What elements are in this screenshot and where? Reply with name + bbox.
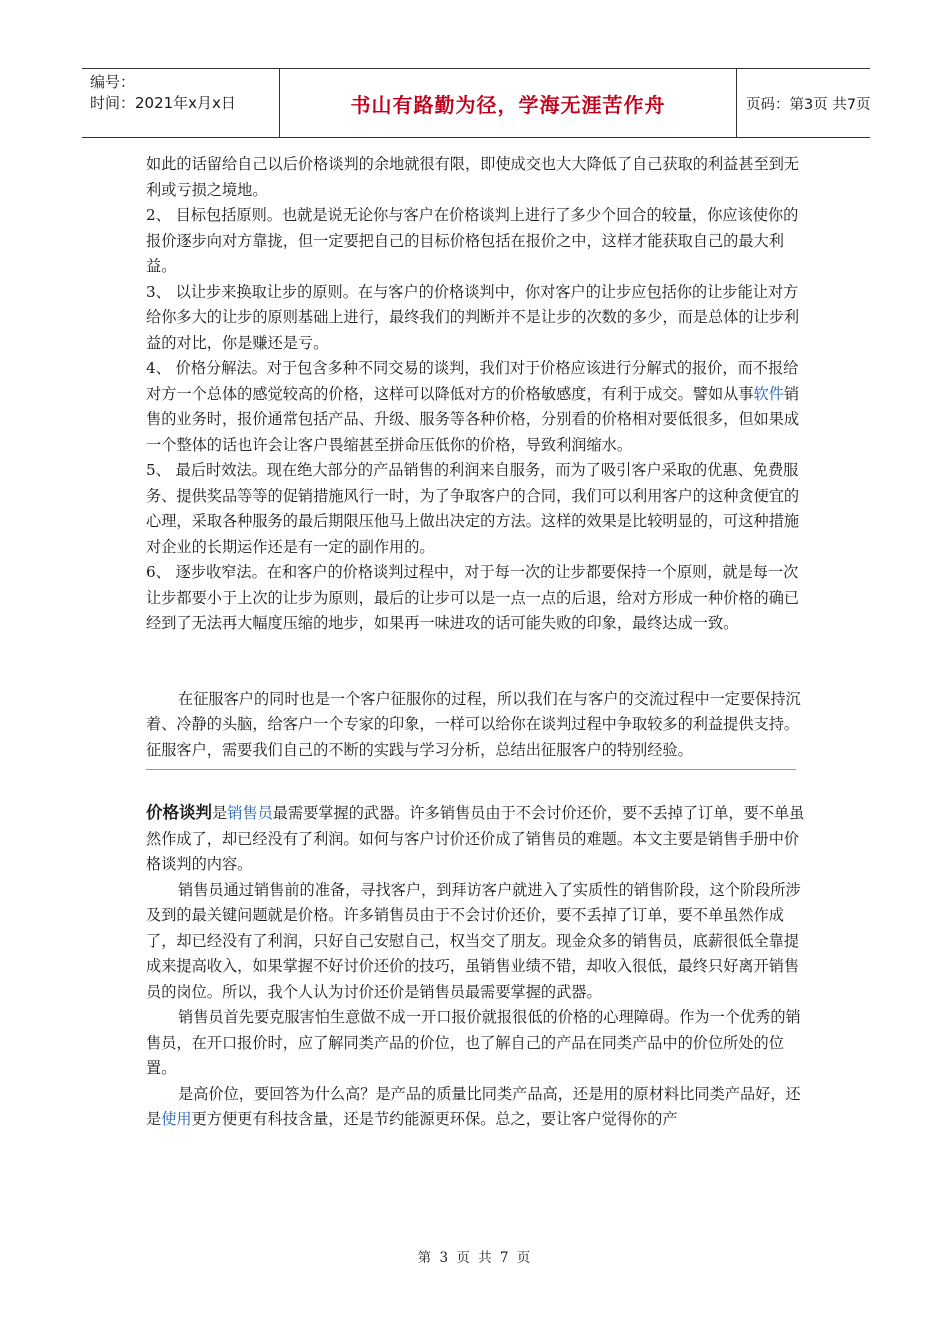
text: 最需要掌握的武器。许多销售员由于不会讨价还价，要不丢掉了订单，要不单虽然作成了，却已经没有了利润。如何与客户讨价还价成了销售员的难题。本文主要是销售手册中价格谈判的内容。 bbox=[146, 804, 805, 873]
paragraph: 3、 以让步来换取让步的原则。在与客户的价格谈判中，你对客户的让步应包括你的让步能让对方给你多大的让步的原则基础上进行，最终我们的判断并不是让步的次数的多少，而是总体的让步利益的对比，你是赚还是亏。 bbox=[146, 282, 800, 352]
paragraph: 5、 最后时效法。现在绝大部分的产品销售的利润来自服务，而为了吸引客户采取的优惠、免费服务、提供奖品等等的促销措施风行一时，为了争取客户的合同，我们可以利用客户的这种贪便宜的心理，采取各种服务的最后期限压他马上做出决定的方法。这样的效果是比较明显的，可这种措施对企业的长期运作还是有一定的副作用的。 bbox=[146, 461, 800, 556]
paragraph: 销售员首先要克服害怕生意做不成一开口报价就报很低的价格的心理障碍。作为一个优秀的销售员，在开口报价时，应了解同类产品的价位，也了解自己的产品在同类产品中的价位所处的位置。 bbox=[146, 1008, 801, 1077]
heading-price-negotiation: 价格谈判 bbox=[146, 803, 212, 822]
header-page-info: 页码：第3页 共7页 bbox=[746, 96, 871, 113]
link-use[interactable]: 使用 bbox=[161, 1110, 192, 1128]
text: 销售的业务时，报价通常包括产品、升级、服务等各种价格，分别看的价格相对要低很多，但如果成一个整体的话也许会让客户畏缩甚至拼命压低你的价格，导致利润缩水。 bbox=[146, 384, 800, 454]
time-label: 时间：2021年x月x日 bbox=[90, 94, 236, 112]
header-meta bbox=[82, 69, 280, 137]
header-motto: 书山有路勤为径，学海无涯苦作舟 bbox=[280, 69, 737, 137]
paragraph bbox=[146, 1082, 808, 1133]
paragraph bbox=[146, 800, 808, 878]
paragraph bbox=[146, 356, 808, 458]
divider bbox=[146, 769, 796, 770]
serial-label: 编号： bbox=[90, 73, 136, 91]
text: 更方便更有科技含量，还是节约能源更环保。总之，要让客户觉得你的产 bbox=[191, 1110, 678, 1128]
paragraph: 销售员通过销售前的准备，寻找客户，到拜访客户就进入了实质性的销售阶段，这个阶段所涉及到的最关键问题就是价格。许多销售员由于不会讨价还价，要不丢掉了订单，要不单虽然作成了，却已经没有了利润，只好自己安慰自己，权当交了朋友。现金众多的销售员，底薪很低全靠提成来提高收入，如果掌握不好讨价还价的技巧，虽销售业绩不错，却收入很低，最终只好离开销售员的岗位。所以，我个人认为讨价还价是销售员最需要掌握的武器。 bbox=[146, 880, 801, 1001]
link-salesperson[interactable]: 销售员 bbox=[227, 804, 273, 822]
document-body bbox=[146, 152, 808, 1133]
text: 是 bbox=[212, 804, 228, 822]
text: 是高价位，要回答为什么高？是产品的质量比同类产品高，还是用的原材料比同类产品好，还是 bbox=[146, 1084, 801, 1128]
page-footer: 第 3 页 共 7 页 bbox=[417, 1250, 533, 1266]
paragraph: 2、 目标包括原则。也就是说无论你与客户在价格谈判上进行了多少个回合的较量，你应该使你的报价逐步向对方靠拢，但一定要把自己的目标价格包括在报价之中，这样才能获取自己的最大利益。 bbox=[146, 206, 799, 275]
paragraph: 在征服客户的同时也是一个客户征服你的过程，所以我们在与客户的交流过程中一定要保持沉着、冷静的头脑，给客户一个专家的印象，一样可以给你在谈判过程中争取较多的利益提供支持。征服客户，需要我们自己的不断的实践与学习分析，总结出征服客户的特别经验。 bbox=[146, 689, 801, 759]
paragraph: 如此的话留给自己以后价格谈判的余地就很有限，即使成交也大大降低了自己获取的利益甚至到无利或亏损之境地。 bbox=[146, 155, 800, 199]
link-software[interactable]: 软件 bbox=[753, 384, 784, 403]
spacer bbox=[146, 637, 808, 687]
page-header bbox=[82, 68, 870, 138]
text: 4、 价格分解法。对于包含多种不同交易的谈判，我们对于价格应该进行分解式的报价，而不报给对方一个总体的感觉较高的价格，这样可以降低对方的价格敏感度，有利于成交。譬如从事 bbox=[146, 359, 799, 403]
paragraph: 6、 逐步收窄法。在和客户的价格谈判过程中，对于每一次的让步都要保持一个原则，就是每一次让步都要小于上次的让步为原则，最后的让步可以是一点一点的后退，给对方形成一种价格的确已经到了无法再大幅度压缩的地步，如果再一味进攻的话可能失败的印象，最终达成一致。 bbox=[146, 563, 800, 632]
